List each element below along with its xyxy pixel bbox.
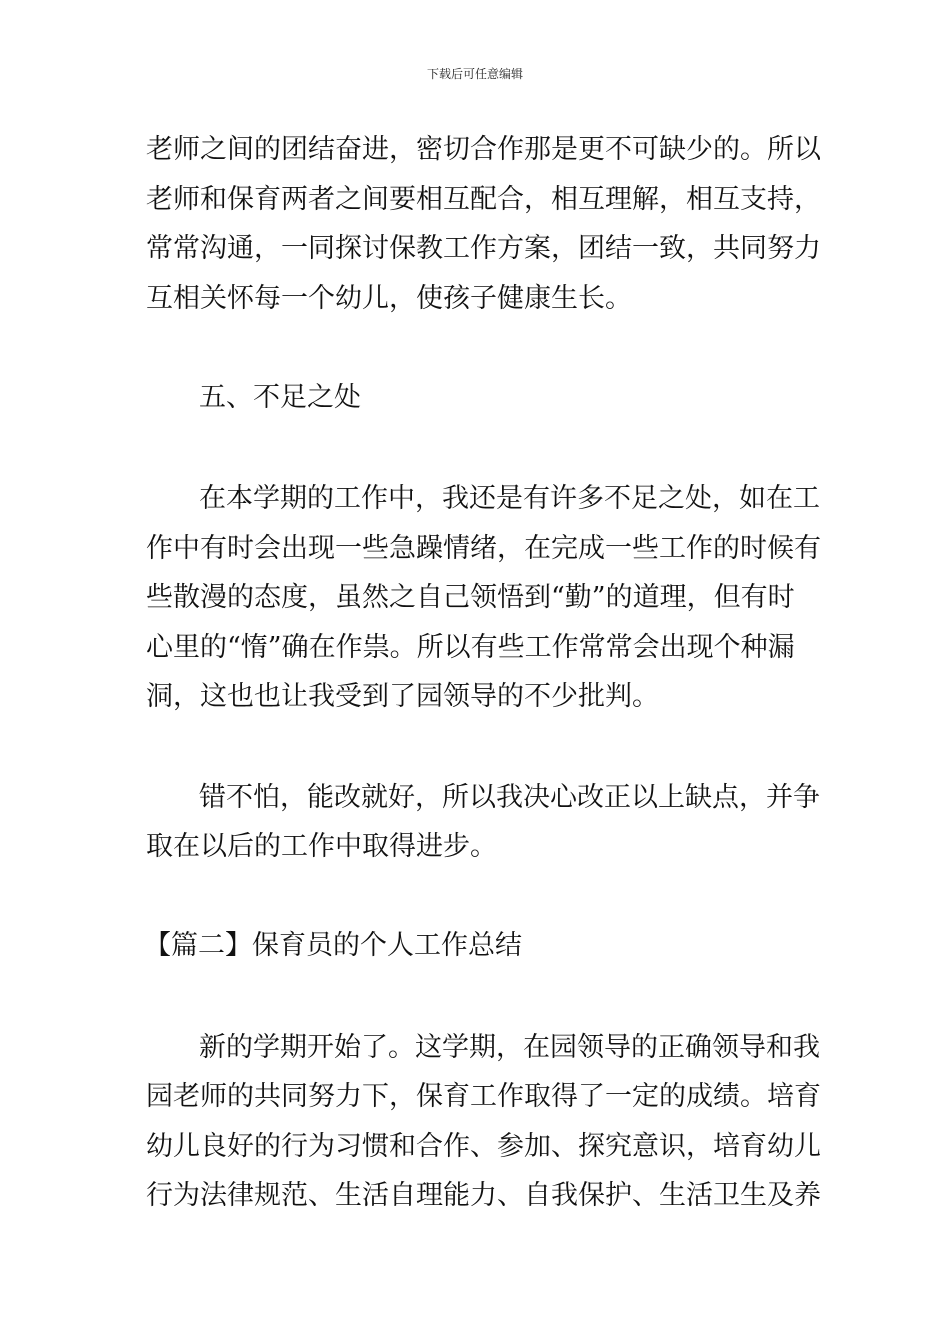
article-title: 【篇二】保育员的个人工作总结 <box>144 930 522 961</box>
paragraph-line: 在本学期的工作中，我还是有许多不足之处，如在工 <box>199 483 820 514</box>
section-heading: 五、不足之处 <box>199 382 361 413</box>
paragraph-line: 园老师的共同努力下，保育工作取得了一定的成绩。培育 <box>146 1081 821 1112</box>
paragraph-line: 作中有时会出现一些急躁情绪，在完成一些工作的时候有 <box>146 533 821 564</box>
paragraph-line: 洞，这也也让我受到了园领导的不少批判。 <box>146 681 659 712</box>
paragraph-line: 些散漫的态度，虽然之自己领悟到“勤”的道理，但有时 <box>146 582 795 613</box>
paragraph-line: 常常沟通，一同探讨保教工作方案，团结一致，共同努力 <box>146 233 821 264</box>
paragraph-line: 错不怕，能改就好，所以我决心改正以上缺点，并争 <box>199 782 820 813</box>
paragraph-line: 幼儿良好的行为习惯和合作、参加、探究意识，培育幼儿 <box>146 1131 821 1162</box>
header-note: 下载后可任意编辑 <box>426 67 523 81</box>
paragraph-line: 新的学期开始了。这学期，在园领导的正确领导和我 <box>199 1032 820 1063</box>
paragraph-line: 行为法律规范、生活自理能力、自我保护、生活卫生及养 <box>146 1180 821 1211</box>
paragraph-line: 心里的“惰”确在作祟。所以有些工作常常会出现个种漏 <box>146 632 795 663</box>
paragraph-line: 老师之间的团结奋进，密切合作那是更不可缺少的。所以 <box>146 134 821 165</box>
paragraph-line: 互相关怀每一个幼儿，使孩子健康生长。 <box>146 283 632 314</box>
paragraph-line: 老师和保育两者之间要相互配合，相互理解，相互支持， <box>146 184 821 215</box>
paragraph-line: 取在以后的工作中取得进步。 <box>146 831 497 862</box>
